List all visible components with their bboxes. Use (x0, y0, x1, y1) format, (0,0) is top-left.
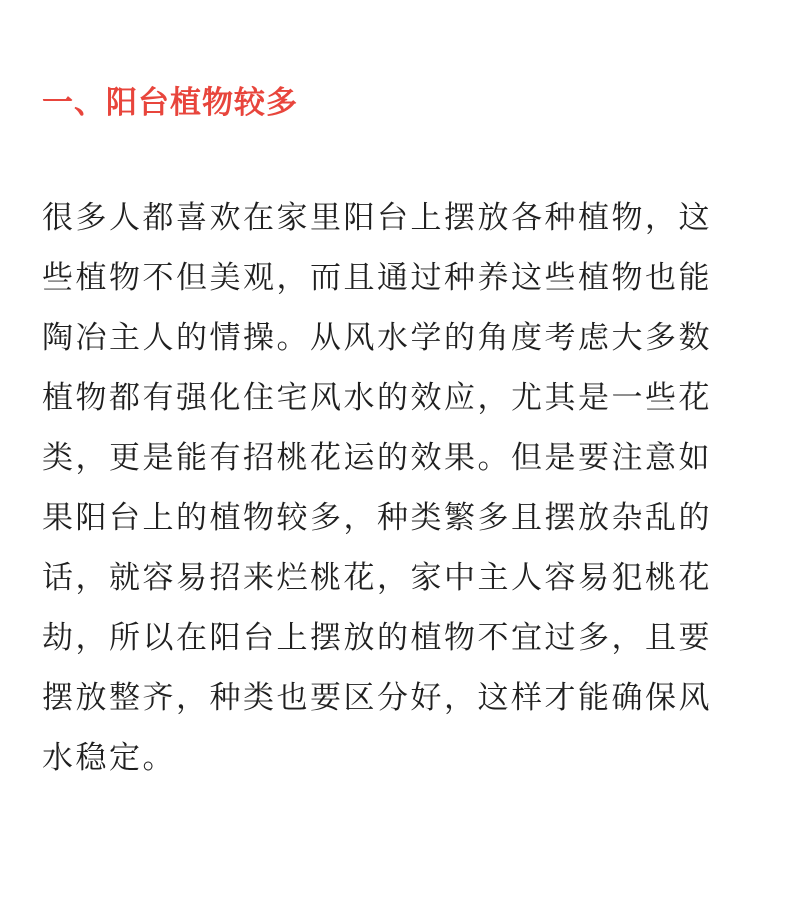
paragraph-line: 劫，所以在阳台上摆放的植物不宜过多，且要 (42, 620, 712, 656)
section-heading: 一、阳台植物较多 (42, 85, 298, 121)
paragraph-line: 类，更是能有招桃花运的效果。但是要注意如 (42, 440, 712, 476)
paragraph-line: 很多人都喜欢在家里阳台上摆放各种植物，这 (42, 200, 712, 236)
paragraph-line: 话，就容易招来烂桃花，家中主人容易犯桃花 (42, 560, 712, 596)
paragraph-line: 植物都有强化住宅风水的效应，尤其是一些花 (42, 380, 712, 416)
article-body (42, 188, 762, 788)
paragraph-line: 水稳定。 (42, 740, 176, 776)
paragraph-line: 些植物不但美观，而且通过种养这些植物也能 (42, 260, 712, 296)
paragraph-line: 果阳台上的植物较多，种类繁多且摆放杂乱的 (42, 500, 712, 536)
paragraph-line: 摆放整齐，种类也要区分好，这样才能确保风 (42, 680, 712, 716)
paragraph-line: 陶冶主人的情操。从风水学的角度考虑大多数 (42, 320, 712, 356)
